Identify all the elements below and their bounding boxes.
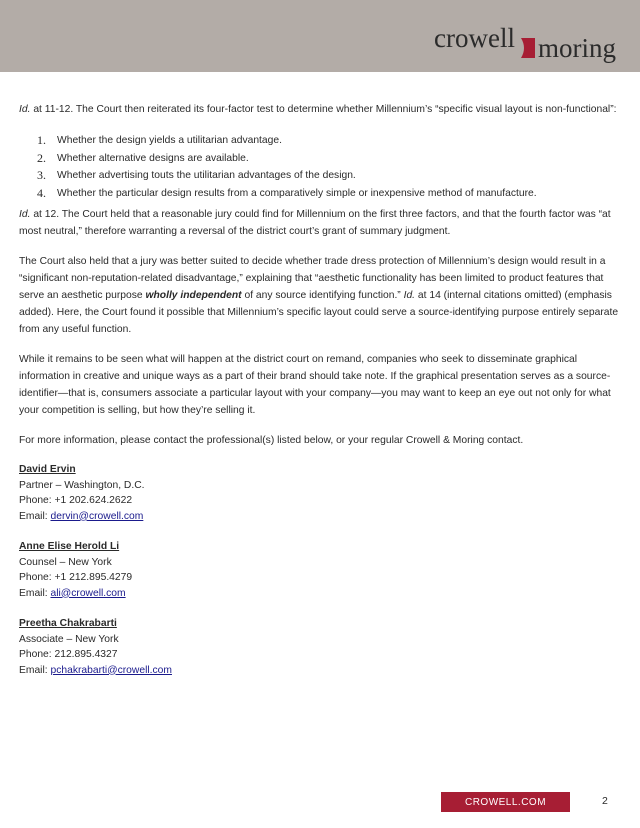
aesthetic-text-1: The Court also held that a jury was better suited to decide whether trade dress protection of Millennium’s design would result in a “significant non-reputation-related disadvantage,” explaining that “aesthetic functionality has been limited to product features that serve an aesthetic purpose — [19, 256, 606, 301]
list-number: 2. — [37, 150, 46, 165]
factor-list — [19, 132, 624, 202]
contact-email-line — [19, 663, 624, 679]
list-item — [37, 167, 624, 185]
contact-name-link[interactable]: Preetha Chakrabarti — [19, 618, 117, 629]
email-link[interactable]: pchakrabarti@crowell.com — [50, 664, 172, 676]
list-item-text: Whether the design yields a utilitarian advantage. — [57, 135, 282, 146]
contact-card — [19, 616, 624, 678]
intro-text: at 11-12. The Court then reiterated its four-factor test to determine whether Millennium’s “specific visual layout is non-functional”: — [30, 104, 617, 115]
contact-title: Associate – New York — [19, 633, 119, 645]
contact-list — [19, 462, 624, 678]
crowell-moring-logo — [434, 14, 616, 63]
contact-name-link[interactable]: David Ervin — [19, 464, 76, 475]
emphasis-text: wholly independent — [145, 290, 242, 301]
list-number: 1. — [37, 133, 46, 147]
contact-email-line — [19, 586, 624, 602]
website-link[interactable]: CROWELL.COM — [441, 792, 570, 812]
email-link[interactable]: ali@crowell.com — [50, 587, 126, 599]
logo-word-moring: moring — [538, 33, 616, 63]
contact-email-line — [19, 509, 624, 525]
citation: Id. — [19, 209, 31, 220]
email-label: Email: — [19, 587, 51, 599]
contact-phone: Phone: 212.895.4327 — [19, 649, 118, 660]
holding-text: at 12. The Court held that a reasonable jury could find for Millennium on the first three factors, and that the fourth factor was “at most neutral,” therefore warranting a reversal of the district court’s grant of summary judgment. — [19, 209, 611, 237]
aesthetic-text-3: at 14 (internal citations omitted) (emphasis added). Here, the Court found it possible that Millennium’s specific layout could serve a source-identifying purpose entirely separate from any useful function. — [19, 290, 619, 335]
document-body — [19, 101, 624, 693]
contact-title: Partner – Washington, D.C. — [19, 479, 145, 491]
list-item-text: Whether advertising touts the utilitarian advantages of the design. — [57, 170, 356, 181]
holding-paragraph — [19, 206, 624, 240]
contact-card — [19, 462, 624, 524]
contact-phone: Phone: +1 212.895.4279 — [19, 572, 133, 583]
aesthetic-text-2: of any source identifying function.” — [241, 290, 404, 301]
list-number: 4. — [37, 185, 46, 200]
email-label: Email: — [19, 664, 51, 676]
citation: Id. — [19, 104, 31, 115]
contact-title: Counsel – New York — [19, 556, 112, 568]
contact-intro-paragraph: For more information, please contact the professional(s) listed below, or your regular Crowell & Moring contact. — [19, 435, 524, 446]
page-header — [0, 0, 640, 72]
list-item — [37, 132, 624, 150]
list-item-text: Whether alternative designs are available. — [57, 152, 249, 164]
contact-name-link[interactable]: Anne Elise Herold Li — [19, 541, 120, 552]
remand-paragraph: While it remains to be seen what will happen at the district court on remand, companies who seek to disseminate graphical information in creative and unique ways as a part of their brand should take note. If the graphical presentation serves as a source-identifier—that is, consumers associate a particular layout with your company—you may want to keep an eye out not only for what your competition is selling, but how they’re selling it. — [19, 354, 611, 416]
email-link[interactable]: dervin@crowell.com — [50, 510, 144, 522]
logo-mark-icon — [517, 36, 537, 60]
contact-phone: Phone: +1 202.624.2622 — [19, 495, 133, 506]
list-item-text: Whether the particular design results from a comparatively simple or inexpensive method of manufacture. — [57, 187, 537, 199]
page-number: 2 — [602, 795, 608, 807]
list-item — [37, 150, 624, 168]
email-label: Email: — [19, 510, 51, 522]
intro-paragraph — [19, 101, 624, 118]
logo-word-crowell: crowell — [434, 23, 515, 53]
list-number: 3. — [37, 168, 46, 182]
aesthetic-paragraph — [19, 253, 624, 338]
citation: Id. — [403, 290, 416, 301]
list-item — [37, 185, 624, 203]
contact-card — [19, 539, 624, 601]
